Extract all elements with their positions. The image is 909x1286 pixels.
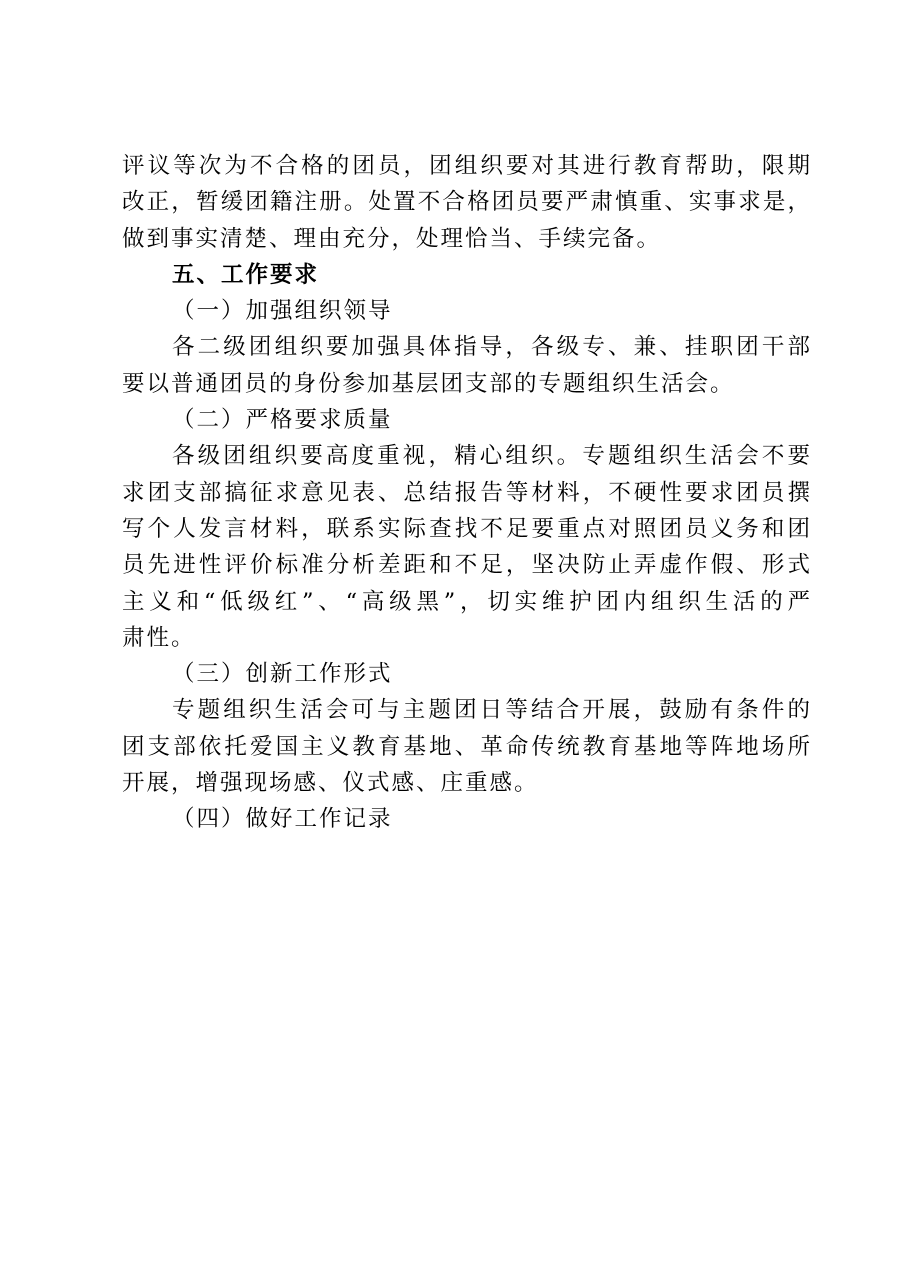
paragraph-line: 各二级团组织要加强具体指导，各级专、兼、挂职团干部 (172, 334, 812, 361)
paragraph-line: 团支部依托爱国主义教育基地、革命传统教育基地等阵地场所 (122, 733, 812, 760)
paragraph-line: 主义和“低级红”、“高级黑”，切实维护团内组织生活的严 (122, 588, 812, 615)
subsection-title-1: （一）加强组织领导 (172, 298, 393, 325)
document-body (122, 148, 812, 838)
paragraph-line: 做到事实清楚、理由充分，处理恰当、手续完备。 (122, 225, 662, 252)
paragraph-line: 评议等次为不合格的团员，团组织要对其进行教育帮助，限期 (122, 153, 812, 179)
paragraph-line: 各级团组织要高度重视，精心组织。专题组织生活会不要 (172, 443, 812, 470)
paragraph-line: 专题组织生活会可与主题团日等结合开展，鼓励有条件的 (172, 697, 812, 724)
subsection-title-4: （四）做好工作记录 (172, 806, 393, 833)
paragraph-line: 开展，增强现场感、仪式感、庄重感。 (122, 770, 539, 797)
section-heading-5: 五、工作要求 (172, 261, 320, 288)
paragraph-line: 员先进性评价标准分析差距和不足，坚决防止弄虚作假、形式 (122, 552, 812, 579)
subsection-title-2: （二）严格要求质量 (172, 407, 393, 434)
paragraph-line: 改正，暂缓团籍注册。处置不合格团员要严肃慎重、实事求是， (122, 189, 812, 216)
subsection-title-3: （三）创新工作形式 (172, 661, 393, 688)
paragraph-line: 肃性。 (122, 624, 196, 651)
paragraph-line: 要以普通团员的身份参加基层团支部的专题组织生活会。 (122, 370, 735, 397)
paragraph-line: 写个人发言材料，联系实际查找不足要重点对照团员义务和团 (122, 515, 812, 542)
paragraph-line: 求团支部搞征求意见表、总结报告等材料，不硬性要求团员撰 (122, 479, 812, 506)
